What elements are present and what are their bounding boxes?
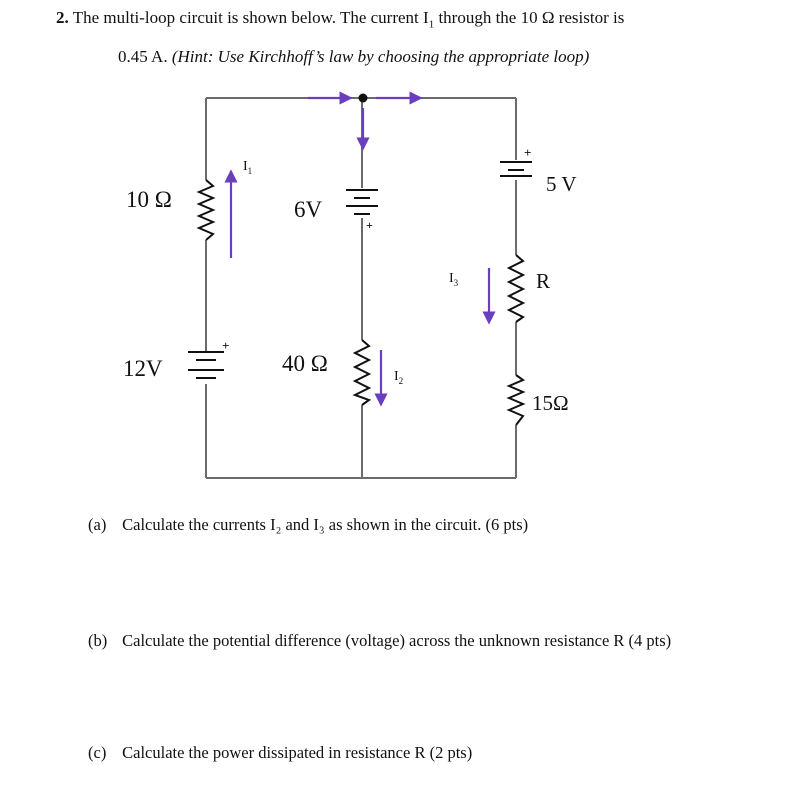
given-value: 0.45 A.	[118, 47, 168, 66]
battery-5v-plus: +	[524, 145, 532, 160]
label-i3-sub: 3	[453, 278, 459, 288]
question-b-tag: (b)	[88, 631, 108, 650]
battery-6v-plus: +	[366, 218, 373, 232]
label-i2-main: I	[394, 369, 399, 384]
label-12v: 12V	[123, 356, 163, 381]
label-r: R	[536, 269, 551, 293]
question-c	[88, 743, 472, 763]
statement-subscript: 1	[428, 18, 435, 31]
label-i1-main: I	[243, 159, 248, 174]
statement-start: The multi-loop circuit is shown below. The current I	[72, 8, 429, 27]
junction-node	[359, 94, 368, 103]
label-i2-sub: 2	[398, 376, 404, 386]
label-i3	[449, 271, 459, 288]
battery-12v-plus: +	[222, 338, 230, 353]
hint-text: (Hint: Use Kirchhoff’s law by choosing the appropriate loop)	[171, 47, 590, 66]
question-b-text: Calculate the potential difference (voltage) across the unknown resistance R (4 pts)	[122, 631, 672, 650]
battery-5v	[500, 162, 532, 176]
label-10-ohm: 10 Ω	[126, 187, 172, 212]
label-40-ohm: 40 Ω	[282, 351, 328, 376]
question-a-text: Calculate the currents I₂ and I₃ as shown in the circuit. (6 pts)	[122, 515, 529, 534]
battery-6v	[346, 190, 378, 214]
circuit-wires	[206, 98, 516, 478]
question-c-text: Calculate the power dissipated in resistance R (2 pts)	[122, 743, 473, 762]
resistor-15-ohm	[509, 375, 523, 425]
resistor-10-ohm	[199, 180, 213, 240]
resistor-r	[509, 255, 523, 322]
battery-12v	[188, 352, 224, 378]
label-i1-sub: 1	[247, 166, 253, 176]
label-15-ohm: 15Ω	[532, 391, 569, 415]
label-i3-main: I	[449, 271, 454, 286]
label-5v: 5 V	[546, 172, 577, 196]
resistor-40-ohm	[355, 340, 369, 405]
label-i1	[243, 159, 252, 176]
problem-number: 2.	[56, 8, 69, 27]
question-a	[88, 515, 528, 535]
question-a-tag: (a)	[88, 515, 107, 534]
statement-end: through the 10 Ω resistor is	[434, 8, 625, 27]
label-i2	[394, 369, 403, 386]
label-6v: 6V	[294, 197, 323, 222]
question-c-tag: (c)	[88, 743, 107, 762]
question-b	[88, 631, 671, 651]
